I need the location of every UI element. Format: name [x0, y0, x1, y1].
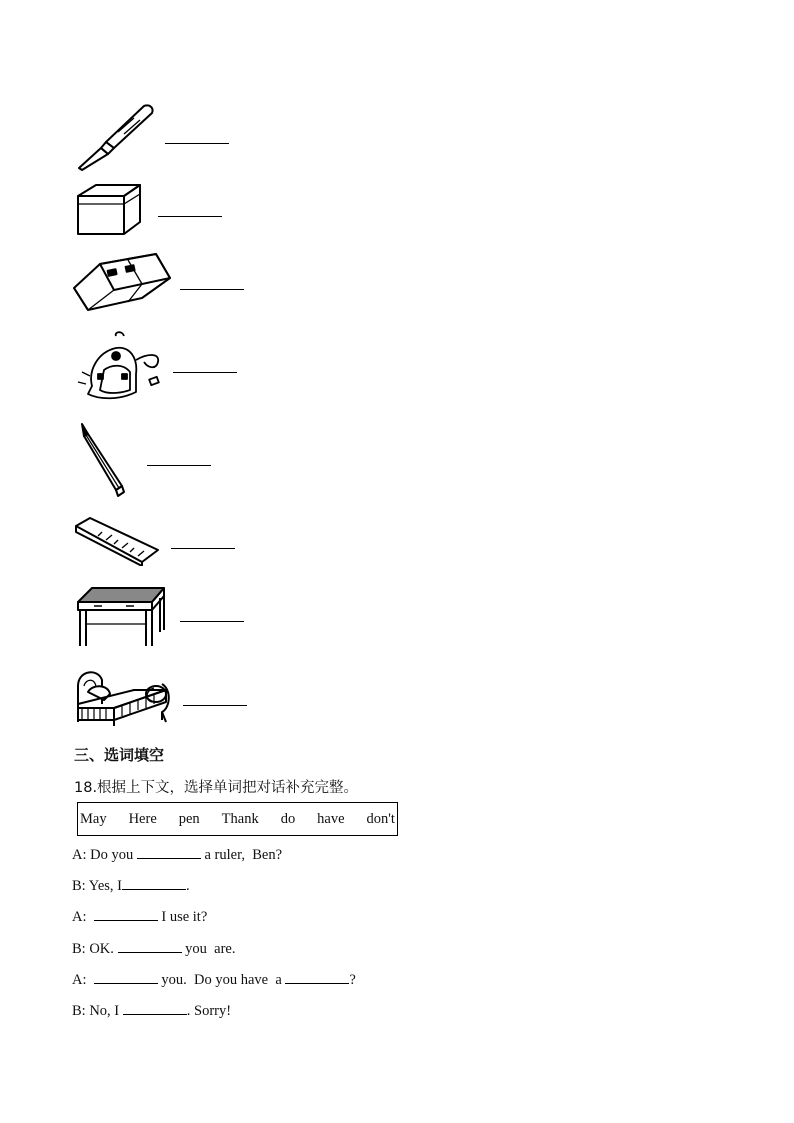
dialogue-text: ?	[349, 972, 356, 988]
dialogue-text: .	[185, 878, 190, 894]
word-bank-item: pen	[178, 810, 200, 827]
bed-icon	[74, 664, 172, 726]
dialogue-line	[72, 907, 207, 926]
dialogue-text: No, I	[89, 1003, 123, 1019]
answer-blank[interactable]	[118, 939, 182, 953]
dialogue-line	[72, 845, 282, 864]
dialogue-text: . Sorry!	[186, 1003, 232, 1019]
bed-picture	[74, 664, 172, 726]
answer-blank[interactable]	[122, 876, 186, 890]
pencil-picture	[78, 420, 128, 498]
speaker-label: B:	[72, 878, 86, 894]
dialogue-line	[72, 970, 356, 989]
section-title: 三、选词填空	[74, 746, 165, 764]
dialogue-text: a ruler, Ben?	[200, 847, 283, 863]
word-bank-item: do	[280, 810, 296, 827]
word-bank	[77, 802, 398, 836]
answer-blank[interactable]	[94, 970, 158, 984]
school-bag-picture	[74, 330, 166, 402]
pencil-icon	[78, 420, 128, 498]
box-icon	[74, 182, 144, 238]
dialogue-line	[72, 939, 235, 958]
schoolbag-icon	[74, 330, 166, 402]
pencil-box-picture	[74, 182, 144, 238]
answer-blank[interactable]	[147, 465, 211, 466]
dialogue-text: Yes, I	[88, 878, 122, 894]
dialogue-text: you. Do you have a	[157, 972, 286, 988]
answer-blank[interactable]	[180, 289, 244, 290]
dialogue-text: I use it?	[157, 909, 208, 925]
answer-blank[interactable]	[94, 907, 158, 921]
dialogue-text: you are.	[181, 941, 236, 957]
answer-blank[interactable]	[180, 621, 244, 622]
answer-blank[interactable]	[183, 705, 247, 706]
answer-blank[interactable]	[171, 548, 235, 549]
speaker-label: B:	[72, 941, 86, 957]
word-bank-item: don't	[366, 810, 395, 827]
word-bank-item: Thank	[221, 810, 259, 827]
desk-icon	[74, 584, 168, 650]
question-text: 18.根据上下文，选择单词把对话补充完整。	[74, 780, 359, 796]
speaker-label: A:	[72, 909, 87, 925]
fountain-pen-picture	[74, 102, 158, 174]
answer-blank[interactable]	[137, 845, 201, 859]
answer-blank[interactable]	[165, 143, 229, 144]
speaker-label: A:	[72, 972, 87, 988]
word-bank-item: May	[80, 810, 107, 827]
ruler-picture	[72, 514, 162, 566]
dialogue-text: Do you	[90, 847, 137, 863]
fountain-pen-icon	[74, 102, 158, 174]
eraser-icon	[70, 252, 174, 314]
answer-blank[interactable]	[285, 970, 349, 984]
eraser-picture	[70, 252, 174, 314]
dialogue-line	[72, 876, 190, 895]
dialogue-line	[72, 1001, 231, 1020]
word-bank-item: have	[317, 810, 345, 827]
speaker-label: A:	[72, 847, 87, 863]
desk-picture	[74, 584, 168, 650]
dialogue-text: OK.	[89, 941, 118, 957]
answer-blank[interactable]	[123, 1001, 187, 1015]
answer-blank[interactable]	[158, 216, 222, 217]
answer-blank[interactable]	[173, 372, 237, 373]
ruler-icon	[72, 514, 162, 566]
speaker-label: B:	[72, 1003, 86, 1019]
word-bank-item: Here	[128, 810, 157, 827]
